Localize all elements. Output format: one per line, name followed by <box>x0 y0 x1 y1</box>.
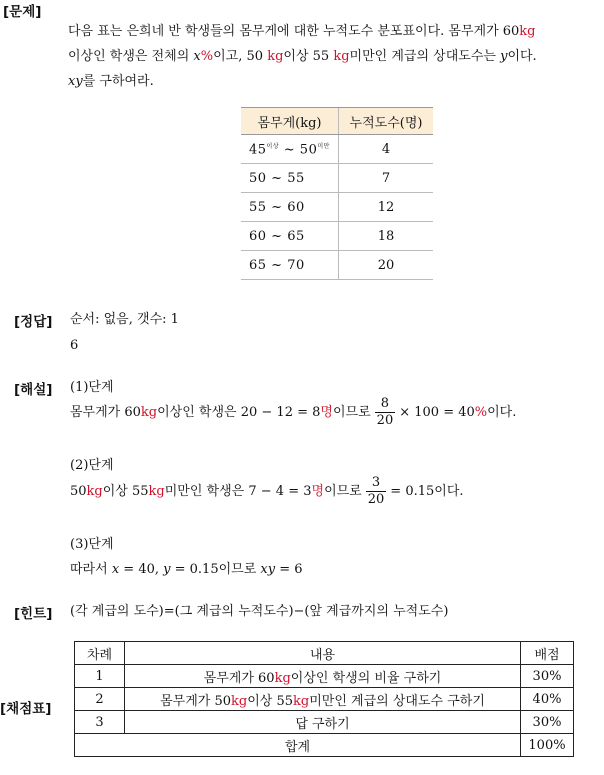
expl-text: = 0.15이므로 <box>170 562 261 577</box>
unit-kg: kg <box>140 405 158 420</box>
table-row <box>241 164 433 193</box>
below-note: 미만 <box>317 142 330 150</box>
problem-text: 를 구하여라. <box>82 74 154 89</box>
table-row <box>241 222 433 251</box>
unit-kg: kg <box>293 693 310 709</box>
step-3-line <box>70 560 303 580</box>
unit-kg: kg <box>519 24 536 39</box>
scoring-table <box>74 641 574 757</box>
score-text: 미만인 계급의 상대도수 구하기 <box>309 693 485 709</box>
expl-text: 이상 55 <box>102 484 149 499</box>
dist-value: 12 <box>339 193 434 222</box>
answer-label: [정답] <box>14 314 53 330</box>
var-xy: xy <box>68 74 83 89</box>
unit-kg: kg <box>148 484 165 499</box>
answer-line-2: 6 <box>70 338 79 353</box>
answer-line-1: 순서: 없음, 갯수: 1 <box>70 312 179 327</box>
table-row <box>241 193 433 222</box>
expl-text: 따라서 <box>70 562 112 577</box>
fraction <box>375 396 396 429</box>
step-3-title: (3)단계 <box>70 537 114 552</box>
distribution-table <box>241 107 433 280</box>
var-y: y <box>500 49 508 64</box>
above-note: 이상 <box>266 142 280 150</box>
table-row <box>241 135 433 164</box>
score-text: 이상 55 <box>247 693 294 709</box>
score-content <box>125 688 521 711</box>
score-order: 1 <box>75 665 125 688</box>
score-order: 3 <box>75 711 125 734</box>
problem-text: 이상 55 <box>283 49 334 64</box>
problem-label: [문제] <box>3 4 42 20</box>
problem-text: 이고, 50 <box>213 49 268 64</box>
dist-range: 50 ~ 55 <box>241 164 339 193</box>
step-2-title: (2)단계 <box>70 458 114 473</box>
explanation-label: [해설] <box>14 382 53 398</box>
table-row <box>241 251 433 280</box>
expl-text: 이상인 학생은 20 − 12 = 8 <box>157 405 321 420</box>
score-text: 몸무게가 50 <box>160 693 232 709</box>
unit-kg: kg <box>274 670 291 686</box>
problem-line-2 <box>68 47 537 67</box>
dist-range: 60 ~ 65 <box>241 222 339 251</box>
expl-text: 50 <box>70 484 87 499</box>
table-row <box>75 688 574 711</box>
score-header-order: 차례 <box>75 642 125 665</box>
score-content <box>125 665 521 688</box>
score-total-label: 합계 <box>75 734 521 757</box>
expl-text: = 0.15이다. <box>390 484 464 499</box>
scoring-label: [채점표] <box>0 701 52 717</box>
dist-value: 20 <box>339 251 434 280</box>
unit-person: 명 <box>320 405 333 420</box>
var-x: x <box>193 49 201 64</box>
dist-range: 65 ~ 70 <box>241 251 339 280</box>
dist-header-weight: 몸무게(kg) <box>241 108 339 135</box>
hint-label: [힌트] <box>14 606 53 622</box>
table-row <box>75 734 574 757</box>
table-row <box>75 711 574 734</box>
expl-text: 이므로 <box>324 484 362 499</box>
expl-text: 미만인 학생은 7 − 4 = 3 <box>164 484 312 499</box>
score-points: 40% <box>521 688 574 711</box>
unit-percent: % <box>474 405 488 420</box>
expl-text: 이다. <box>487 405 517 420</box>
expl-text: = 6 <box>275 562 303 577</box>
table-row <box>75 642 574 665</box>
expl-text: 몸무게가 60 <box>70 405 141 420</box>
score-points: 30% <box>521 711 574 734</box>
frac-denominator: 20 <box>367 492 385 507</box>
problem-text: 미만인 계급의 상대도수는 <box>349 49 501 64</box>
problem-line-1 <box>68 22 536 42</box>
dist-range: 55 ~ 60 <box>241 193 339 222</box>
frac-numerator: 3 <box>366 475 387 492</box>
score-header-points: 배점 <box>521 642 574 665</box>
frac-denominator: 20 <box>376 413 394 428</box>
unit-kg: kg <box>333 49 350 64</box>
var-y: y <box>163 562 171 577</box>
score-order: 2 <box>75 688 125 711</box>
step-1-line <box>70 396 516 430</box>
hint-text: (각 계급의 도수)=(그 계급의 누적도수)−(앞 계급까지의 누적도수) <box>70 604 449 619</box>
problem-text: 이상인 학생은 전체의 <box>68 49 194 64</box>
dist-value: 4 <box>339 135 434 164</box>
dist-header-cumulative: 누적도수(명) <box>339 108 434 135</box>
score-points: 30% <box>521 665 574 688</box>
score-text: 몸무게가 60 <box>203 670 275 686</box>
expl-text: 이므로 <box>332 405 371 420</box>
unit-percent: % <box>200 49 214 64</box>
dist-range: $45^{이상}$ ~ $50^{미만}$ <box>241 135 339 164</box>
dist-value: 18 <box>339 222 434 251</box>
problem-text: 다음 표는 은희네 반 학생들의 몸무게에 대한 누적도수 분포표이다. 몸무게가 60 <box>68 24 520 39</box>
score-total-points: 100% <box>521 734 574 757</box>
problem-line-3 <box>68 72 154 92</box>
score-header-content: 내용 <box>125 642 521 665</box>
score-text: 이상인 학생의 비율 구하기 <box>290 670 442 686</box>
var-x: x <box>111 562 120 577</box>
unit-kg: kg <box>231 693 248 709</box>
step-1-title: (1)단계 <box>70 380 114 395</box>
unit-kg: kg <box>86 484 103 499</box>
step-2-line <box>70 475 464 509</box>
unit-kg: kg <box>267 49 284 64</box>
unit-person: 명 <box>311 484 325 499</box>
expl-text: = 40, <box>119 562 164 577</box>
var-xy: xy <box>260 562 276 577</box>
expl-text: × 100 = 40 <box>399 405 475 420</box>
score-content: 답 구하기 <box>125 711 521 734</box>
problem-text: 이다. <box>507 49 537 64</box>
table-row <box>75 665 574 688</box>
fraction <box>366 475 387 508</box>
frac-numerator: 8 <box>375 396 396 413</box>
dist-value: 7 <box>339 164 434 193</box>
